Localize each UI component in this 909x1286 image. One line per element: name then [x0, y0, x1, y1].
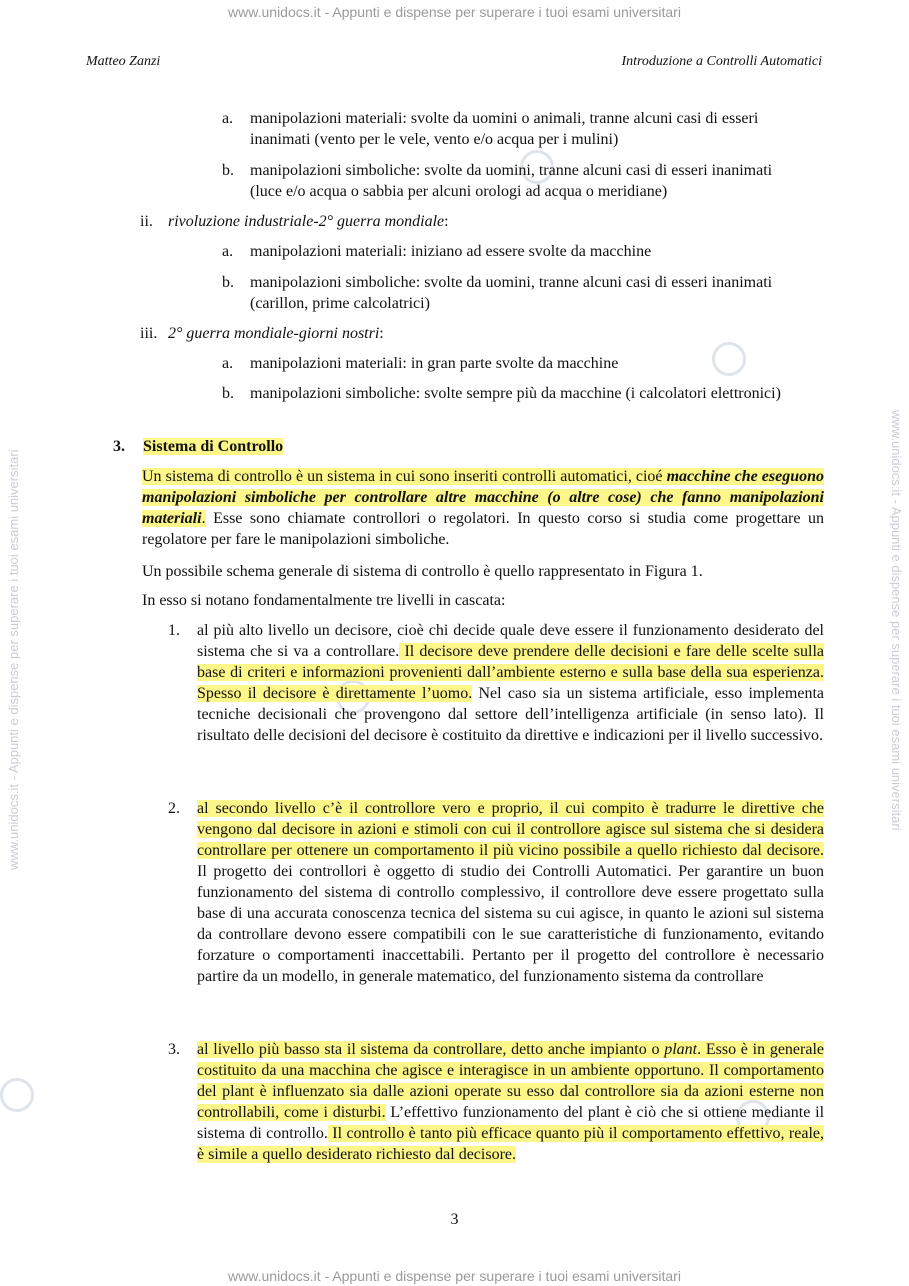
list-item [222, 353, 802, 374]
list-marker: b. [222, 162, 234, 179]
list-item [222, 108, 802, 150]
numbered-item [168, 1039, 824, 1165]
unidocs-logo-icon [0, 1078, 34, 1112]
list-marker: a. [222, 110, 234, 127]
paragraph: In esso si notano fondamentalmente tre livelli in cascata: [142, 592, 506, 609]
roman-list-item [140, 211, 449, 232]
highlighted-text: Il decisore deve prendere delle decisioni e fare delle scelte sulla base di criteri e informazioni provenienti dall’ambiente esterno e sulla base della sua esperienza. Spesso il decisore è direttamente l’uomo. [197, 643, 825, 702]
highlighted-emphasis: macchine che eseguono manipolazioni simboliche per controllare altre macchine (o altre cose) che fanno manipolazioni materiali [142, 468, 824, 527]
highlighted-emphasis: plant [664, 1041, 698, 1058]
numbered-item [168, 798, 824, 987]
item-text: L’effettivo funzionamento del plant è ciò che si ottiene mediante il sistema di controllo. [197, 1104, 825, 1142]
list-item-text: manipolazioni materiali: svolte da uomini o animali, tranne alcuni casi di esseri inanimati (vento per le vele, vento e/o acqua per i mulini) [250, 110, 759, 148]
list-item [222, 241, 802, 262]
paragraph-text: Esse sono chiamate controllori o regolatori. In questo corso si studia come progettare un regolatore per fare le manipolazioni simboliche. [142, 510, 824, 548]
watermark-side-right: www.unidocs.it - Appunti e dispense per superare i tuoi esami universitari [889, 410, 904, 831]
item-number: 2. [168, 800, 180, 817]
roman-list-item [140, 323, 384, 344]
header-title: Introduzione a Controlli Automatici [621, 54, 822, 69]
list-item [222, 383, 802, 404]
header-author: Matteo Zanzi [86, 54, 161, 69]
list-item-text: manipolazioni simboliche: svolte sempre più da macchine (i calcolatori elettronici) [250, 385, 781, 402]
highlighted-text: Un sistema di controllo è un sistema in cui sono inseriti controlli automatici, cioé [142, 468, 667, 485]
item-text: al più alto livello un decisore, cioè chi decide quale deve essere il funzionamento desiderato del sistema che si va a controllare. [197, 622, 824, 660]
list-marker: b. [222, 385, 234, 402]
highlighted-text: al secondo livello c’è il controllore vero e proprio, il cui compito è tradurre le direttive che vengono dal decisore in azioni e stimoli con cui il controllore agisce sul sistema che si desidera controllare per ottenere un comportamento il più vicino possibile a quello richiesto dal decisore. [197, 800, 824, 859]
list-item [222, 272, 802, 314]
page-number: 3 [450, 1211, 459, 1228]
highlighted-text: Il controllo è tanto più efficace quanto più il comportamento effettivo, reale, è simile a quello desiderato richiesto dal decisore [197, 1125, 824, 1163]
numbered-item [168, 620, 824, 746]
watermark-bottom: www.unidocs.it - Appunti e dispense per superare i tuoi esami universitari [228, 1268, 681, 1284]
list-marker: b. [222, 274, 234, 291]
section-title: Sistema di Controllo [143, 438, 284, 455]
item-text: Nel caso sia un sistema artificiale, esso implementa tecniche decisionali che provengono dal settore dell’intelligenza artificiale (in senso lato). Il risultato delle decisioni del decisore è costituito da direttive e indicazioni per il livello successivo. [197, 685, 824, 744]
watermark-side-left: www.unidocs.it - Appunti e dispense per superare i tuoi esami universitari [6, 449, 21, 870]
colon: : [379, 325, 384, 342]
list-item-text: manipolazioni simboliche: svolte da uomini, tranne alcuni casi di esseri inanimati (carillon, prime calcolatrici) [250, 274, 773, 312]
list-item [222, 160, 802, 202]
item-text: Il progetto dei controllori è oggetto di studio dei Controlli Automatici. Per garantire un buon funzionamento del sistema di controllo complessivo, il controllore deve essere progettato sulla base di una accurata conoscenza tecnica del sistema su cui agisce, in quanto le azioni sul sistema da controllare devono essere compatibili con le sue caratteristiche di funzionamento, evitando forzature o comportamenti inaccettabili. Pertanto per il progetto del controllore è necessario partire da un modello, in generale matematico, del funzionamento sistema da controllare [197, 863, 824, 985]
period-heading: rivoluzione industriale-2° guerra mondiale [168, 213, 445, 230]
highlighted-text: . Esso è in generale costituito da una macchina che agisce e interagisce in un ambiente opportuno. Il comportamento del plant è influenzato sia dalle azioni operate su esso dal controllore sia da azioni esterne non controllabili, come i disturbi. [197, 1041, 824, 1121]
list-marker: a. [222, 243, 234, 260]
list-marker: a. [222, 355, 234, 372]
item-number: 3. [168, 1041, 180, 1058]
paragraph: Un possibile schema generale di sistema di controllo è quello rappresentato in Figura 1. [142, 563, 703, 580]
highlighted-text: . [512, 1146, 516, 1163]
item-number: 1. [168, 622, 180, 639]
list-item-text: manipolazioni simboliche: svolte da uomini, tranne alcuni casi di esseri inanimati (luce e/o acqua o sabbia per alcuni orologi ad acqua o meridiane) [250, 162, 773, 200]
highlighted-text: al livello più basso sta il sistema da controllare, detto anche impianto o [197, 1041, 665, 1058]
highlighted-text: . [201, 510, 206, 527]
section-heading [113, 436, 283, 457]
watermark-top: www.unidocs.it - Appunti e dispense per superare i tuoi esami universitari [228, 4, 681, 20]
section-number: 3. [113, 438, 125, 455]
list-item-text: manipolazioni materiali: in gran parte svolte da macchine [250, 355, 619, 372]
list-marker: ii. [140, 213, 153, 230]
period-heading: 2° guerra mondiale-giorni nostri [168, 325, 380, 342]
paragraph [142, 466, 824, 550]
list-marker: iii. [140, 325, 158, 342]
list-item-text: manipolazioni materiali: iniziano ad essere svolte da macchine [250, 243, 652, 260]
colon: : [444, 213, 449, 230]
